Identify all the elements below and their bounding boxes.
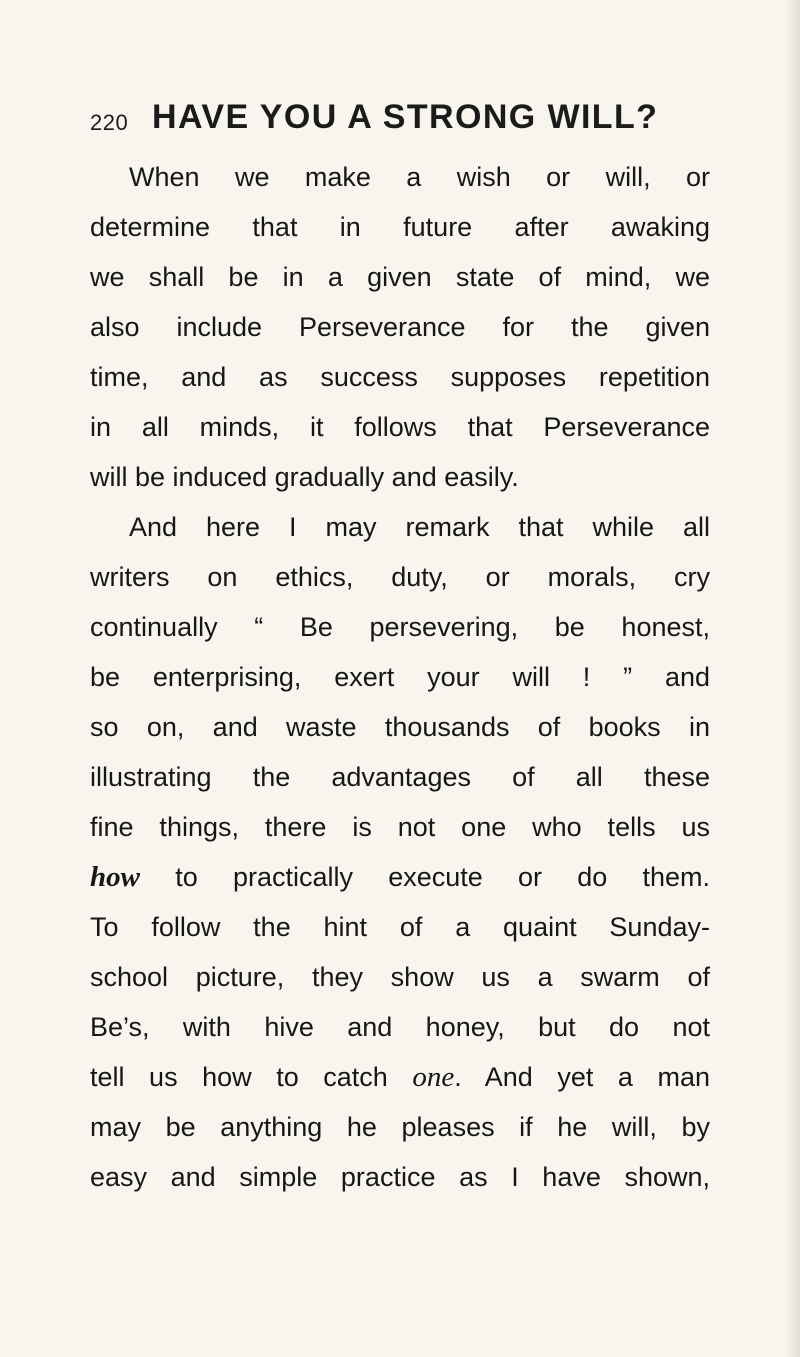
text-line <box>90 858 710 908</box>
emphasized-word: one <box>412 1061 455 1093</box>
text-line: fine things, there is not one who tells us <box>90 812 710 842</box>
running-head-title: HAVE YOU A STRONG WILL? <box>152 98 659 136</box>
emphasized-word: how <box>90 861 140 893</box>
text-line: easy and simple practice as I have shown, <box>90 1162 710 1192</box>
text-line: And here I may remark that while all <box>129 512 710 542</box>
text-line: determine that in future after awaking <box>90 212 710 242</box>
text-line: school picture, they show us a swarm of <box>90 962 710 992</box>
text-line: we shall be in a given state of mind, we <box>90 262 710 292</box>
text-line: continually “ Be persevering, be honest, <box>90 612 710 642</box>
body-text <box>90 158 710 1208</box>
text-span: tell us how to catch <box>90 1062 413 1092</box>
page-header <box>90 98 710 142</box>
text-line: time, and as success supposes repetition <box>90 362 710 392</box>
text-line: To follow the hint of a quaint Sunday- <box>90 912 710 942</box>
text-line <box>90 1058 710 1108</box>
text-line: writers on ethics, duty, or morals, cry <box>90 562 710 592</box>
text-line: in all minds, it follows that Perseverance <box>90 412 710 442</box>
text-span: to practically execute or do them. <box>139 862 710 892</box>
page-number: 220 <box>90 110 129 135</box>
text-span: . And yet a man <box>454 1062 711 1092</box>
text-line: When we make a wish or will, or <box>129 162 710 192</box>
text-line: may be anything he pleases if he will, by <box>90 1112 710 1142</box>
text-line: be enterprising, exert your will ! ” and <box>90 662 710 692</box>
text-line: will be induced gradually and easily. <box>90 462 519 492</box>
text-line: illustrating the advantages of all these <box>90 762 710 792</box>
text-line: so on, and waste thousands of books in <box>90 712 710 742</box>
text-line: Be’s, with hive and honey, but do not <box>90 1012 710 1042</box>
page-edge-shadow <box>786 0 800 1357</box>
text-line: also include Perseverance for the given <box>90 312 710 342</box>
